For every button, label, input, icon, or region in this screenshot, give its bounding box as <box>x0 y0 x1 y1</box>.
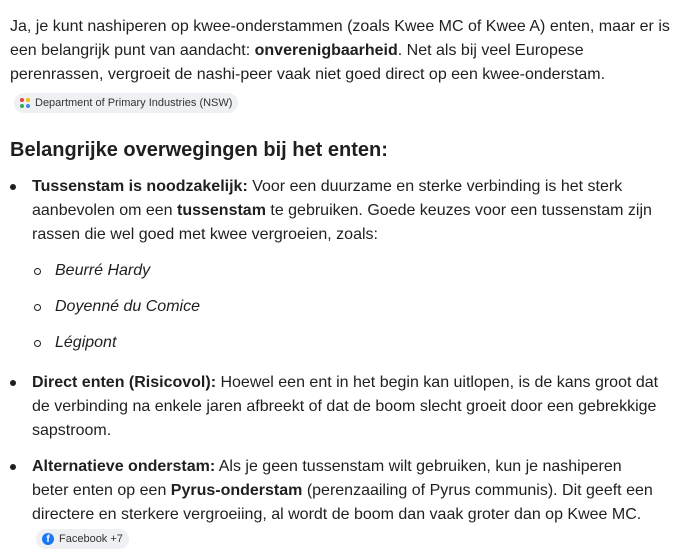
item-text-2: (perenzaailing of Pyrus communis). Dit geeft een directere en sterkere vergroeiing, al wordt de boom dan vaak groter dan op Kwee MC. <box>32 482 653 523</box>
item-title: Direct enten (Risicovol): <box>32 374 217 391</box>
source-chip-label: Facebook +7 <box>59 533 123 545</box>
intro-paragraph <box>10 15 670 113</box>
bullet-dot <box>10 464 16 470</box>
list-item <box>32 175 662 247</box>
item-text: Voor een duurzame en sterke verbinding is het sterk aanbevolen om een <box>32 178 623 219</box>
sub-list-item: Légipont <box>55 334 117 351</box>
sub-bullet <box>34 304 41 311</box>
sub-bullet <box>34 340 41 347</box>
sub-list-item: Doyenné du Comice <box>55 298 200 315</box>
facebook-icon: f <box>42 533 54 545</box>
sub-bullet <box>34 268 41 275</box>
item-text-2: te gebruiken. Goede keuzes voor een tussenstam zijn rassen die wel goed met kwee vergroeien, zoals: <box>32 202 652 243</box>
item-text: Hoewel een ent in het begin kan uitlopen, is de kans groot dat de verbinding na enkele jaren afbreekt of dat de boom slecht groeit door een gebrekkige sapstroom. <box>32 374 659 439</box>
section-heading: Belangrijke overwegingen bij het enten: <box>10 139 388 161</box>
list-item <box>32 455 662 551</box>
item-bold: tussenstam <box>177 202 266 219</box>
dot-4 <box>26 104 30 108</box>
bullet-dot <box>10 380 16 386</box>
list-item <box>32 371 662 443</box>
bullet-dot <box>10 184 16 190</box>
dot-1 <box>20 98 24 102</box>
intro-text: Ja, je kunt nashiperen op kwee-onderstammen (zoals Kwee MC of Kwee A) enten, maar er is een belangrijk punt van aandacht: <box>10 18 670 59</box>
source-chip-label: Department of Primary Industries (NSW) <box>35 97 233 109</box>
item-title: Alternatieve onderstam: <box>32 458 216 475</box>
dot-2 <box>26 98 30 102</box>
dot-3 <box>20 104 24 108</box>
source-chip-facebook[interactable] <box>36 529 129 549</box>
item-text: Als je geen tussenstam wilt gebruiken, kun je nashiperen beter enten op een <box>32 458 622 499</box>
dpi-logo-icon <box>20 98 30 108</box>
item-title: Tussenstam is noodzakelijk: <box>32 178 248 195</box>
sub-list-item: Beurré Hardy <box>55 262 151 279</box>
intro-text-2: . Net als bij veel Europese perenrassen, vergroeit de nashi-peer vaak niet goed direct op een kwee-onderstam. <box>10 42 606 83</box>
source-chip-dpi[interactable] <box>14 93 238 113</box>
intro-bold: onverenigbaarheid <box>254 42 398 59</box>
item-bold: Pyrus-onderstam <box>170 482 303 499</box>
